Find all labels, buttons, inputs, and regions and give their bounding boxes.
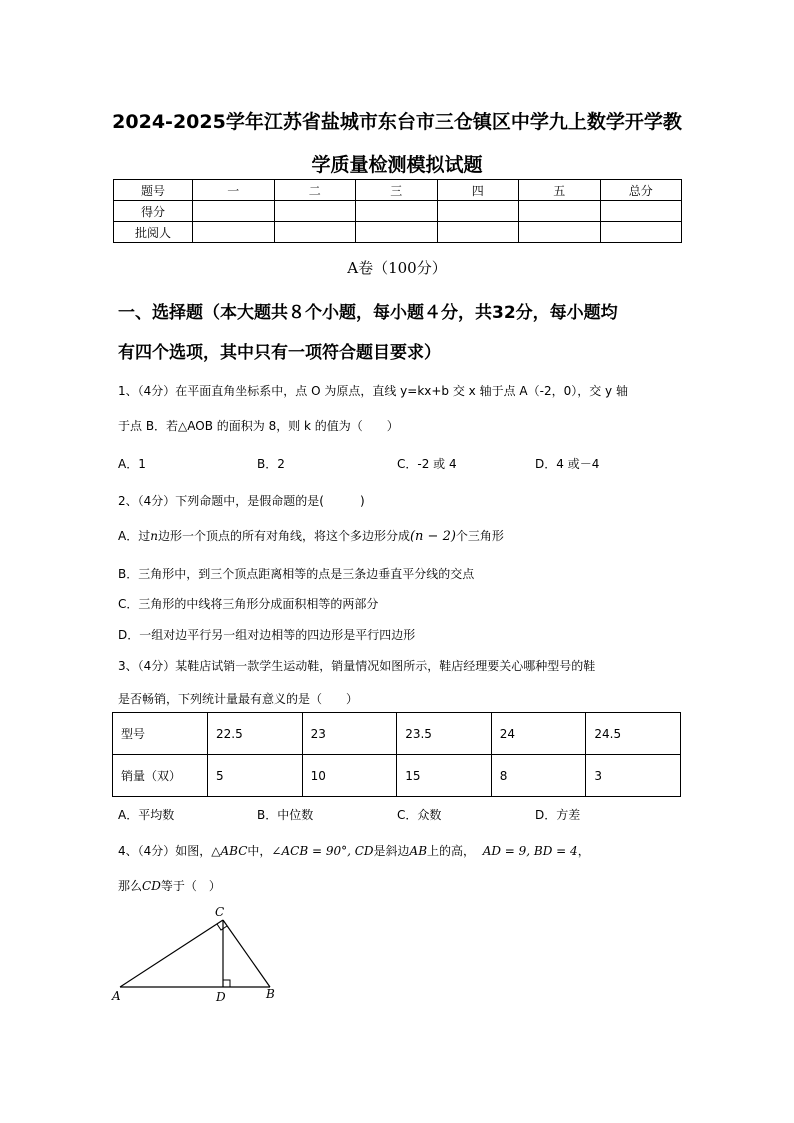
- score-cell: [437, 222, 519, 243]
- q4-text: ，: [577, 844, 590, 858]
- q4-text: 中，: [247, 844, 272, 858]
- q3-option-d: D．方差: [535, 808, 581, 822]
- q2-option-a: [118, 527, 504, 544]
- score-row-label: 批阅人: [114, 222, 193, 243]
- q3-stem-line2: 是否畅销，下列统计量最有意义的是（ ）: [118, 692, 359, 706]
- right-angle-mark-d: [223, 980, 230, 987]
- q4-prefix: 4、（4分）如图，: [118, 844, 212, 858]
- q2-stem: 2、（4分）下列命题中，是假命题的是( ): [118, 494, 365, 508]
- q4-line2-suffix: 等于（ ）: [160, 879, 221, 893]
- q3-option-c: C．众数: [397, 808, 442, 822]
- score-table: [113, 179, 682, 243]
- shoe-table-cell: 23.5: [397, 713, 492, 755]
- q4-math-cd: CD: [142, 879, 161, 893]
- segment-bc: [223, 920, 270, 987]
- label-b: B: [266, 987, 275, 1001]
- score-table-header-cell: 三: [356, 180, 438, 201]
- right-angle-mark-c: [217, 924, 227, 930]
- q1-stem-line2: 于点 B．若△AOB 的面积为 8，则 k 的值为（ ）: [118, 419, 399, 433]
- q2-option-c: C．三角形的中线将三角形分成面积相等的两部分: [118, 597, 379, 611]
- shoe-table-cell: 10: [302, 755, 397, 797]
- score-cell: [193, 222, 275, 243]
- score-table-header-cell: 题号: [114, 180, 193, 201]
- q4-math-angle: ∠ACB = 90°, CD: [271, 844, 374, 858]
- right-triangle-figure: [110, 900, 290, 1005]
- score-row-label: 得分: [114, 201, 193, 222]
- shoe-table-cell: 15: [397, 755, 492, 797]
- q2-math-n: n: [150, 529, 158, 543]
- score-table-header-cell: 一: [193, 180, 275, 201]
- score-cell: [600, 222, 682, 243]
- q4-math-triangle: △ABC: [211, 844, 248, 858]
- score-cell: [437, 201, 519, 222]
- section1-heading-line1: 一、选择题（本大题共８个小题，每小题４分，共32分，每小题均: [118, 303, 618, 323]
- q2-option-d: D．一组对边平行另一组对边相等的四边形是平行四边形: [118, 628, 416, 642]
- score-cell: [519, 201, 601, 222]
- q3-stem-line1: 3、（4分）某鞋店试销一款学生运动鞋，销量情况如图所示，鞋店经理要关心哪种型号的鞋: [118, 659, 596, 673]
- q2-option-a-mid: 边形一个顶点的所有对角线，将这个多边形分成: [157, 529, 410, 543]
- q1-option-d: D．4 或－4: [535, 457, 600, 471]
- q4-math-ab: AB: [409, 844, 428, 858]
- score-cell: [356, 201, 438, 222]
- shoe-table-cell: 5: [208, 755, 303, 797]
- label-a: A: [112, 989, 121, 1003]
- shoe-size-row: [113, 713, 681, 755]
- q2-option-a-prefix: A．过: [118, 529, 151, 543]
- label-d: D: [216, 990, 226, 1004]
- q4-stem-line2: [118, 877, 221, 894]
- score-cell: [274, 222, 356, 243]
- shoe-table-cell: 3: [586, 755, 681, 797]
- shoe-table-cell: 24: [491, 713, 586, 755]
- score-cell: [600, 201, 682, 222]
- shoe-table-cell: 8: [491, 755, 586, 797]
- score-cell: [519, 222, 601, 243]
- q4-text: 是斜边: [373, 844, 410, 858]
- q2-math-expr: (n − 2): [409, 529, 456, 544]
- volume-label: A卷（100分）: [347, 259, 447, 277]
- score-cell: [274, 201, 356, 222]
- score-table-header-cell: 五: [519, 180, 601, 201]
- exam-title-line1: 2024-2025学年江苏省盐城市东台市三仓镇区中学九上数学开学教: [112, 111, 682, 133]
- score-table-row: [114, 201, 682, 222]
- q1-option-b: B．2: [257, 457, 285, 471]
- q2-option-a-suffix: 个三角形: [455, 529, 504, 543]
- score-table-header-row: [114, 180, 682, 201]
- shoe-table-cell: 22.5: [208, 713, 303, 755]
- shoe-table-cell: 型号: [113, 713, 208, 755]
- q3-option-b: B．中位数: [257, 808, 314, 822]
- q1-stem-line1: 1、（4分）在平面直角坐标系中，点 O 为原点，直线 y=kx+b 交 x 轴于点 A（-2，0），交 y 轴: [118, 384, 628, 398]
- q4-text: 上的高，: [427, 844, 476, 858]
- shoe-table-cell: 24.5: [586, 713, 681, 755]
- shoe-table-cell: 销量（双）: [113, 755, 208, 797]
- score-table-header-cell: 四: [437, 180, 519, 201]
- shoe-table-cell: 23: [302, 713, 397, 755]
- q4-math-values: AD = 9, BD = 4: [482, 844, 578, 858]
- segment-ac: [120, 920, 223, 987]
- q2-option-b: B．三角形中，到三个顶点距离相等的点是三条边垂直平分线的交点: [118, 567, 475, 581]
- exam-title-line2: 学质量检测模拟试题: [311, 154, 483, 176]
- score-table-row: [114, 222, 682, 243]
- q4-line2-prefix: 那么: [118, 879, 143, 893]
- shoe-sales-row: [113, 755, 681, 797]
- q3-option-a: A．平均数: [118, 808, 175, 822]
- q1-option-a: A．1: [118, 457, 146, 471]
- shoe-sales-table: [112, 712, 681, 797]
- q4-stem-line1: [118, 842, 590, 859]
- label-c: C: [215, 905, 225, 919]
- section1-heading-line2: 有四个选项，其中只有一项符合题目要求）: [118, 343, 441, 363]
- q1-option-c: C．-2 或 4: [397, 457, 457, 471]
- score-cell: [193, 201, 275, 222]
- score-table-header-cell: 总分: [600, 180, 682, 201]
- score-cell: [356, 222, 438, 243]
- score-table-header-cell: 二: [274, 180, 356, 201]
